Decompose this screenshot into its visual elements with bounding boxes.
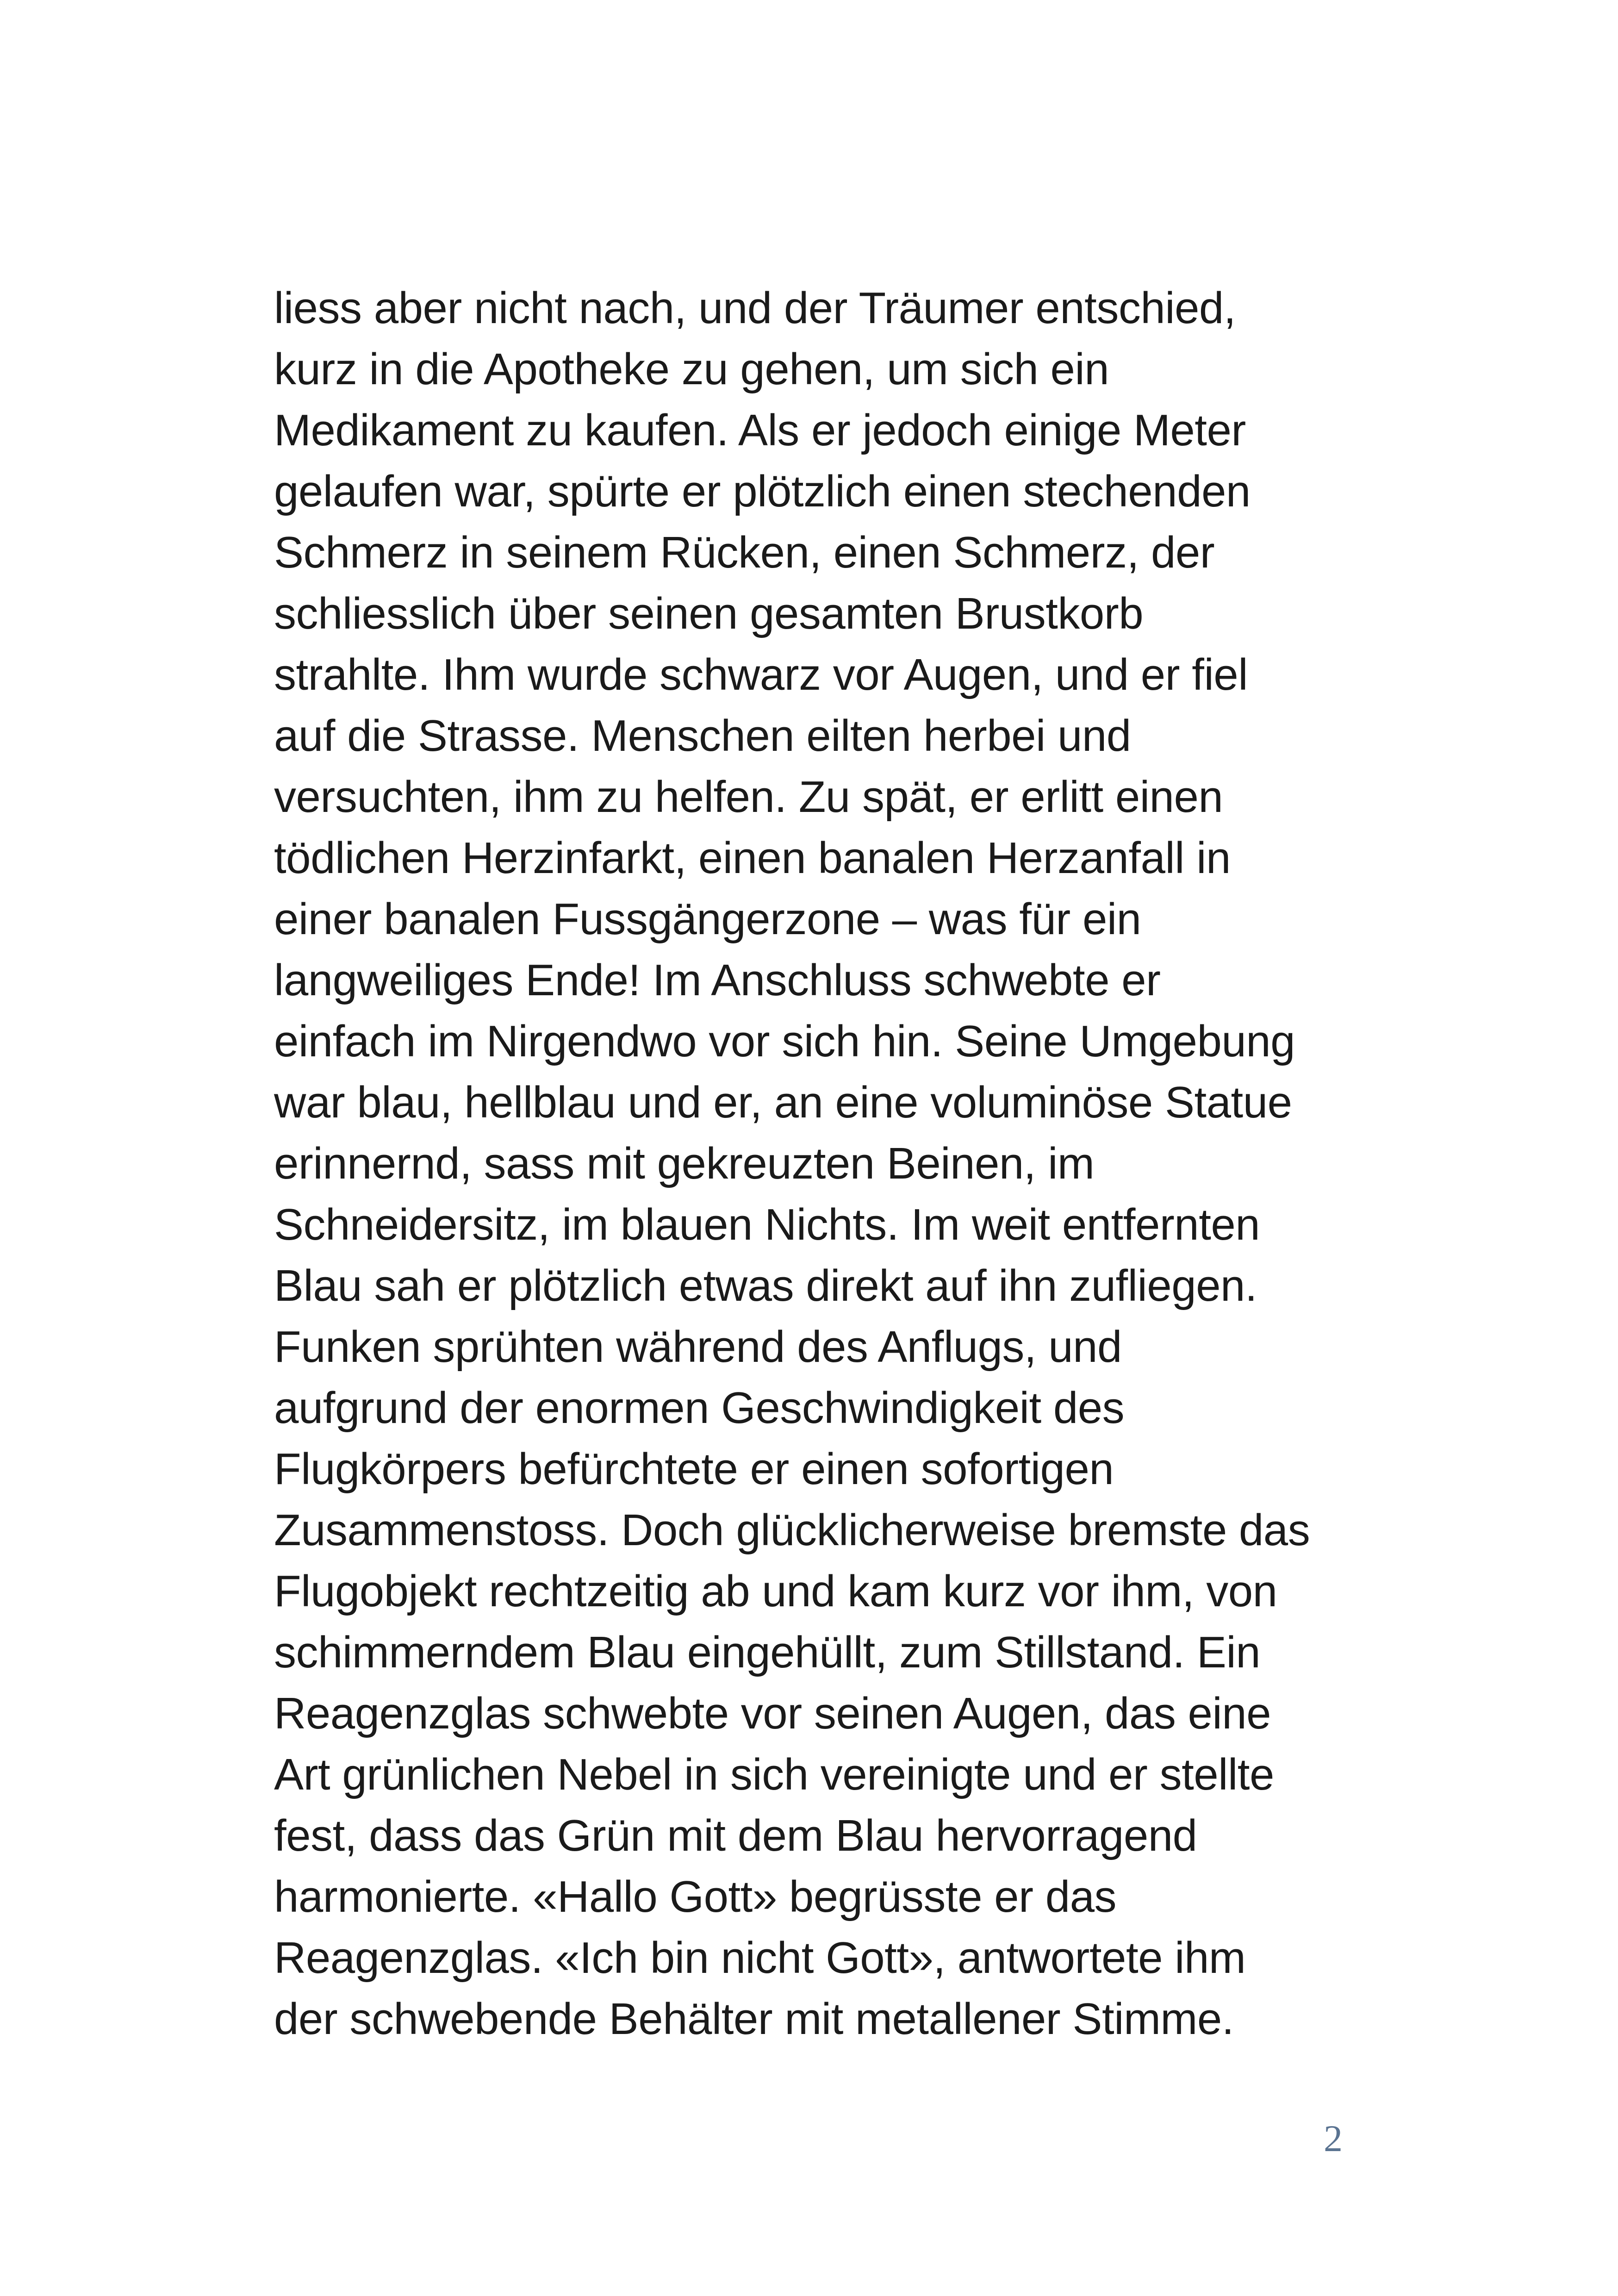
text-line: Medikament zu kaufen. Als er jedoch einige Meter [274, 406, 1246, 455]
text-line: schimmerndem Blau eingehüllt, zum Stillstand. Ein [274, 1628, 1261, 1677]
text-line: Reagenzglas schwebte vor seinen Augen, das eine [274, 1689, 1271, 1738]
text-line: Funken sprühten während des Anflugs, und [274, 1322, 1122, 1372]
text-line: Zusammenstoss. Doch glücklicherweise bremste das [274, 1505, 1310, 1555]
text-line: schliesslich über seinen gesamten Brustkorb [274, 589, 1144, 638]
text-line: liess aber nicht nach, und der Träumer entschied, [274, 283, 1236, 333]
text-line: der schwebende Behälter mit metallener Stimme. [274, 1994, 1234, 2044]
text-line: war blau, hellblau und er, an eine voluminöse Statue [274, 1078, 1292, 1127]
text-line: Schmerz in seinem Rücken, einen Schmerz, der [274, 528, 1215, 577]
text-line: langweiliges Ende! Im Anschluss schwebte er [274, 955, 1161, 1005]
text-line: Reagenzglas. «Ich bin nicht Gott», antwortete ihm [274, 1933, 1246, 1983]
text-line: harmonierte. «Hallo Gott» begrüsste er das [274, 1872, 1116, 1922]
text-line: Flugobjekt rechtzeitig ab und kam kurz vor ihm, von [274, 1566, 1277, 1616]
text-line: Art grünlichen Nebel in sich vereinigte und er stellte [274, 1750, 1274, 1799]
text-line: erinnernd, sass mit gekreuzten Beinen, im [274, 1139, 1095, 1188]
text-line: fest, dass das Grün mit dem Blau hervorragend [274, 1811, 1197, 1860]
text-line: gelaufen war, spürte er plötzlich einen stechenden [274, 467, 1251, 516]
text-line: tödlichen Herzinfarkt, einen banalen Herzanfall in [274, 833, 1231, 883]
text-line: Flugkörpers befürchtete er einen sofortigen [274, 1444, 1114, 1494]
text-line: Schneidersitz, im blauen Nichts. Im weit entfernten [274, 1200, 1260, 1249]
text-line: versuchten, ihm zu helfen. Zu spät, er erlitt einen [274, 772, 1223, 822]
text-line: auf die Strasse. Menschen eilten herbei und [274, 711, 1131, 761]
text-line: Blau sah er plötzlich etwas direkt auf ihn zufliegen. [274, 1261, 1257, 1310]
text-line: strahlte. Ihm wurde schwarz vor Augen, und er fiel [274, 650, 1248, 699]
body-text [274, 278, 1394, 2050]
text-line: einer banalen Fussgängerzone – was für ein [274, 894, 1141, 944]
text-line: einfach im Nirgendwo vor sich hin. Seine Umgebung [274, 1017, 1295, 1066]
text-line: kurz in die Apotheke zu gehen, um sich ein [274, 344, 1109, 394]
page-number: 2 [1324, 2117, 1343, 2159]
text-line: aufgrund der enormen Geschwindigkeit des [274, 1383, 1125, 1433]
